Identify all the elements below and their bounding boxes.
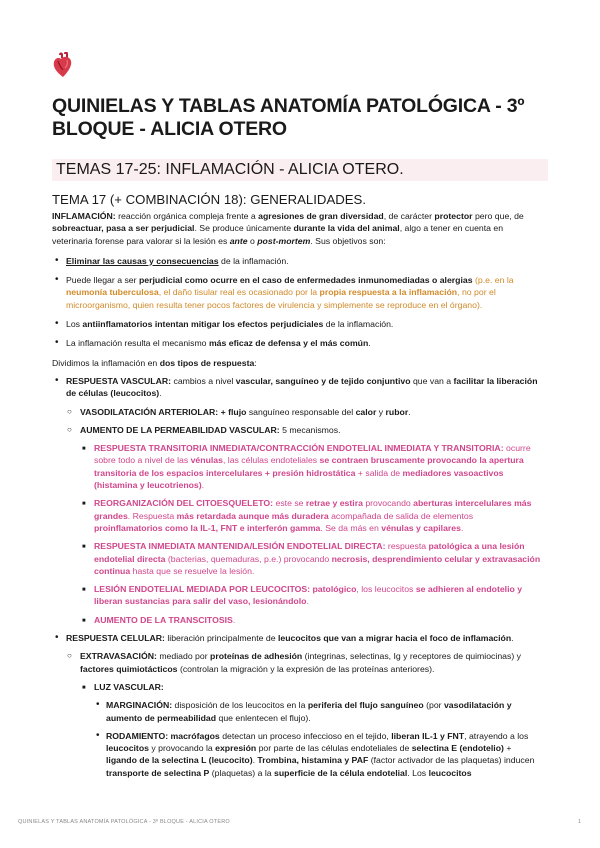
subsection-title: TEMA 17 (+ COMBINACIÓN 18): GENERALIDADES. (52, 192, 367, 207)
divide-paragraph: Dividimos la inflamación en dos tipos de respuesta: (52, 357, 257, 368)
intro-paragraph: INFLAMACIÓN: reacción orgánica compleja frente a agresiones de gran diversidad, de carácter protector pero que, de sobreactuar, pasa a ser perjudicial. Se produce únicamente durante la vida del animal, algo a tener en cuenta en veterinaria forense para valorar si la lesión es ante o post-mortem. Sus objetivos son: (52, 211, 524, 246)
list-item: • MARGINACIÓN: disposición de los leucocitos en la periferia del flujo sanguíneo (por vasodilatación y aumento de permeabilidad que enlentecen el flujo). (94, 699, 542, 724)
page-title: QUINIELAS Y TABLAS ANATOMÍA PATOLÓGICA - 3º BLOQUE - ALICIA OTERO (52, 95, 525, 140)
list-item: • Eliminar las causas y consecuencias de la inflamación. (52, 255, 542, 267)
list-item-vascular: • RESPUESTA VASCULAR: cambios a nivel vascular, sanguíneo y de tejido conjuntivo que van a facilitar la liberación de células (leucocitos). ○ VASODILATACIÓN ARTERIOLAR: + flujo sanguíneo responsable del calor y rubor. ○ AUMENTO DE LA PERMEABILIDAD VASCULAR: 5 mecanismos. ■ RESPUESTA TRANSITORIA INMEDIATA/CONTRACCIÓN ENDOTELIAL INMEDIATA Y TRANSITORIA: ocurre sobre todo a nivel de las vénulas, las células endoteliales se contraen bruscamente provocando la apertura transitoria de los espacios intercelulares + presión hidrostática + salida de mediadores vasoactivos (histamina y leucotrienos). ■ REORGANIZACIÓN DEL CITOESQUELETO: este se retrae y estira provocando aberturas intercelulares más grandes. Respuesta más retardada aunque más duradera acompañada de salida de elementos proinflamatorios como la IL-1, FNT e interferón gamma. Se da más en vénulas y capilares. ■ RESPUESTA INMEDIATA MANTENIDA/LESIÓN ENDOTELIAL DIRECTA: respuesta patológica a una lesión endotelial directa (bacterias, quemaduras, p.e.) provocando necrosis, desprendimiento celular y extravasación continua hasta que se resuelve la lesión. ■ LESIÓN ENDOTELIAL MEDIADA POR LEUCOCITOS: patológico, los leucocitos se adhieren al endotelio y liberan sustancias para salir del vaso, lesionándolo. ■ AUMENTO DE LA TRANSCITOSIS. (52, 375, 542, 626)
page-number: 1 (578, 819, 582, 825)
document-body (52, 210, 542, 779)
list-item: ■ REORGANIZACIÓN DEL CITOESQUELETO: este se retrae y estira provocando aberturas intercelulares más grandes. Respuesta más retardada aunque más duradera acompañada de salida de elementos proinflamatorios como la IL-1, FNT e interferón gamma. Se da más en vénulas y capilares. (80, 497, 542, 534)
list-item: ■ RESPUESTA TRANSITORIA INMEDIATA/CONTRACCIÓN ENDOTELIAL INMEDIATA Y TRANSITORIA: ocurre sobre todo a nivel de las vénulas, las células endoteliales se contraen bruscamente provocando la apertura transitoria de los espacios intercelulares + presión hidrostática + salida de mediadores vasoactivos (histamina y leucotrienos). (80, 442, 542, 491)
list-item: • La inflamación resulta el mecanismo más eficaz de defensa y el más común. (52, 337, 542, 349)
list-item: • Puede llegar a ser perjudicial como ocurre en el caso de enfermedades inmunomediadas o alergias (p.e. en la neumonía tuberculosa, el daño tisular real es ocasionado por la propia respuesta a la inflamación, no por el microorganismo, quien resulta tener pocos factores de virulencia y simplemente se reproduce en el órgano). (52, 274, 542, 311)
list-item: ○ EXTRAVASACIÓN: mediado por proteínas de adhesión (integrinas, selectinas, Ig y receptores de quimiocinas) y factores quimiotácticos (controlan la migración y la expresión de las proteínas anteriores). ■ LUZ VASCULAR: • MARGINACIÓN: disposición de los leucocitos en la periferia del flujo sanguíneo (por vasodilatación y aumento de permeabilidad que enlentecen el flujo). • RODAMIENTO: macrófagos detectan un proceso infeccioso en el tejido, liberan IL-1 y FNT, atrayendo a los leucocitos y provocando la expresión por parte de las células endoteliales de selectina E (endotelio) + ligando de la selectina L (leucocito). Trombina, histamina y PAF (factor activador de las plaquetas) inducen transporte de selectina P (plaquetas) a la superficie de la célula endotelial. Los leucocitos (66, 650, 542, 779)
list-item: ■ LESIÓN ENDOTELIAL MEDIADA POR LEUCOCITOS: patológico, los leucocitos se adhieren al endotelio y liberan sustancias para salir del vaso, lesionándolo. (80, 583, 542, 608)
list-item: ■ LUZ VASCULAR: • MARGINACIÓN: disposición de los leucocitos en la periferia del flujo sanguíneo (por vasodilatación y aumento de permeabilidad que enlentecen el flujo). • RODAMIENTO: macrófagos detectan un proceso infeccioso en el tejido, liberan IL-1 y FNT, atrayendo a los leucocitos y provocando la expresión por parte de las células endoteliales de selectina E (endotelio) + ligando de la selectina L (leucocito). Trombina, histamina y PAF (factor activador de las plaquetas) inducen transporte de selectina P (plaquetas) a la superficie de la célula endotelial. Los leucocitos (80, 681, 542, 779)
list-item-celular: • RESPUESTA CELULAR: liberación principalmente de leucocitos que van a migrar hacia el foco de inflamación. ○ EXTRAVASACIÓN: mediado por proteínas de adhesión (integrinas, selectinas, Ig y receptores de quimiocinas) y factores quimiotácticos (controlan la migración y la expresión de las proteínas anteriores). ■ LUZ VASCULAR: • MARGINACIÓN: disposición de los leucocitos en la periferia del flujo sanguíneo (por vasodilatación y aumento de permeabilidad que enlentecen el flujo). • RODAMIENTO: macrófagos detectan un proceso infeccioso en el tejido, liberan IL-1 y FNT, atrayendo a los leucocitos y provocando la expresión por parte de las células endoteliales de selectina E (endotelio) + ligando de la selectina L (leucocito). Trombina, histamina y PAF (factor activador de las plaquetas) inducen transporte de selectina P (plaquetas) a la superficie de la célula endotelial. Los leucocitos (52, 632, 542, 779)
response-list (52, 375, 542, 779)
list-item: ■ AUMENTO DE LA TRANSCITOSIS. (80, 614, 542, 626)
list-item: ○ VASODILATACIÓN ARTERIOLAR: + flujo sanguíneo responsable del calor y rubor. (66, 406, 542, 418)
list-item: • Los antiinflamatorios intentan mitigar los efectos perjudiciales de la inflamación. (52, 318, 542, 330)
section-title: TEMAS 17-25: INFLAMACIÓN - ALICIA OTERO. (56, 161, 404, 178)
list-item: ■ RESPUESTA INMEDIATA MANTENIDA/LESIÓN ENDOTELIAL DIRECTA: respuesta patológica a una lesión endotelial directa (bacterias, quemaduras, p.e.) provocando necrosis, desprendimiento celular y extravasación continua hasta que se resuelve la lesión. (80, 540, 542, 577)
list-item: • RODAMIENTO: macrófagos detectan un proceso infeccioso en el tejido, liberan IL-1 y FNT, atrayendo a los leucocitos y provocando la expresión por parte de las células endoteliales de selectina E (endotelio) + ligando de la selectina L (leucocito). Trombina, histamina y PAF (factor activador de las plaquetas) inducen transporte de selectina P (plaquetas) a la superficie de la célula endotelial. Los leucocitos (94, 730, 542, 779)
list-item: ○ AUMENTO DE LA PERMEABILIDAD VASCULAR: 5 mecanismos. ■ RESPUESTA TRANSITORIA INMEDIATA/CONTRACCIÓN ENDOTELIAL INMEDIATA Y TRANSITORIA: ocurre sobre todo a nivel de las vénulas, las células endoteliales se contraen bruscamente provocando la apertura transitoria de los espacios intercelulares + presión hidrostática + salida de mediadores vasoactivos (histamina y leucotrienos). ■ REORGANIZACIÓN DEL CITOESQUELETO: este se retrae y estira provocando aberturas intercelulares más grandes. Respuesta más retardada aunque más duradera acompañada de salida de elementos proinflamatorios como la IL-1, FNT e interferón gamma. Se da más en vénulas y capilares. ■ RESPUESTA INMEDIATA MANTENIDA/LESIÓN ENDOTELIAL DIRECTA: respuesta patológica a una lesión endotelial directa (bacterias, quemaduras, p.e.) provocando necrosis, desprendimiento celular y extravasación continua hasta que se resuelve la lesión. ■ LESIÓN ENDOTELIAL MEDIADA POR LEUCOCITOS: patológico, los leucocitos se adhieren al endotelio y liberan sustancias para salir del vaso, lesionándolo. ■ AUMENTO DE LA TRANSCITOSIS. (66, 424, 542, 626)
objectives-list (52, 255, 542, 350)
anatomical-heart-icon (52, 52, 74, 78)
page-footer: QUINIELAS Y TABLAS ANATOMÍA PATOLÓGICA - 3º BLOQUE - ALICIA OTERO (18, 819, 230, 825)
